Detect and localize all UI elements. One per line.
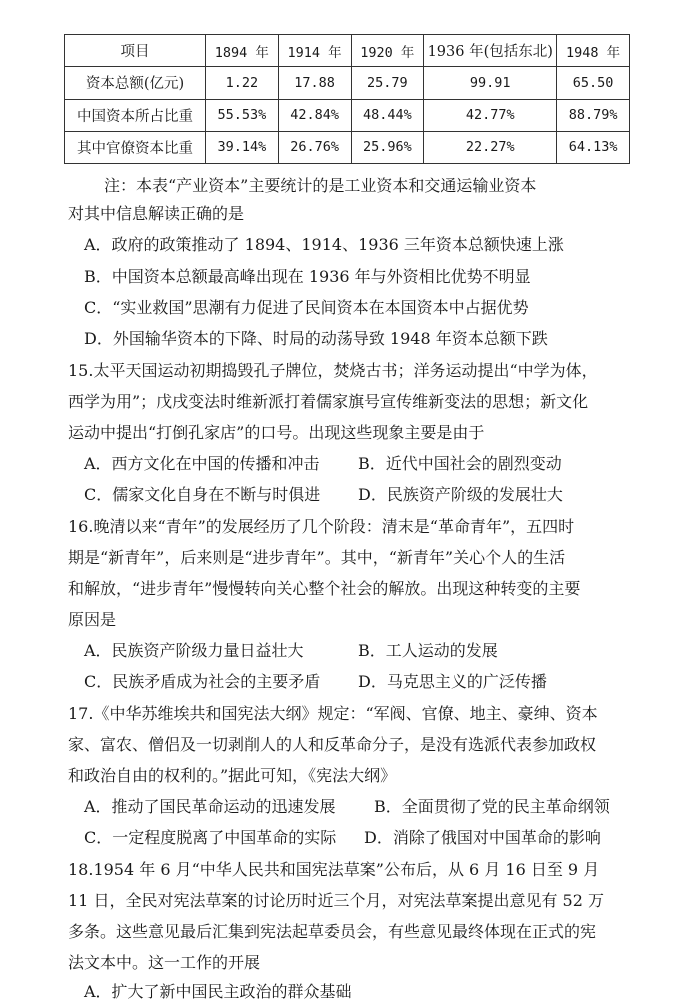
table-cell: 22.27% [424,131,557,163]
table-cell: 25.96% [351,131,424,163]
table-header-cell: 1948 年 [557,35,630,67]
q15-option-b[interactable]: B．近代中国社会的剧烈变动 [358,454,562,473]
q17-stem-line: 和政治自由的权利的。”据此可知，《宪法大纲》 [68,766,397,785]
q16-stem-line: 16.晚清以来“青年”的发展经历了几个阶段：清末是“革命青年”，五四时 [68,517,575,536]
q15-option-a[interactable]: A．西方文化在中国的传播和冲击 [84,454,320,473]
table-cell: 39.14% [206,131,279,163]
q16-option-a[interactable]: A．民族资产阶级力量日益壮大 [84,641,304,660]
q18-stem-line: 法文本中。这一工作的开展 [68,953,261,972]
q17-option-d[interactable]: D．消除了俄国对中国革命的影响 [364,828,601,847]
table-cell: 26.76% [278,131,351,163]
table-cell: 64.13% [557,131,630,163]
q14-option-d[interactable]: D．外国输华资本的下降、时局的动荡导致 1948 年资本总额下跌 [84,329,548,348]
table-row-label: 其中官僚资本比重 [65,131,206,163]
q16-stem-line: 期是“新青年”，后来则是“进步青年”。其中，“新青年”关心个人的生活 [68,548,566,567]
table-cell: 42.77% [424,99,557,131]
table-cell: 42.84% [278,99,351,131]
q18-option-a[interactable]: A．扩大了新中国民主政治的群众基础 [84,982,352,1001]
q16-option-c[interactable]: C．民族矛盾成为社会的主要矛盾 [84,672,321,691]
table-row-label: 资本总额(亿元) [65,67,206,99]
q14-option-b[interactable]: B．中国资本总额最高峰出现在 1936 年与外资相比优势不明显 [84,267,531,286]
q18-stem-line: 多条。这些意见最后汇集到宪法起草委员会，有些意见最终体现在正式的宪 [68,922,597,941]
table-cell: 1.22 [206,67,279,99]
table-row [65,67,630,99]
q17-stem-line: 家、富农、僧侣及一切剥削人的人和反革命分子，是没有选派代表参加政权 [68,735,597,754]
table-row-label: 中国资本所占比重 [65,99,206,131]
q16-option-b[interactable]: B．工人运动的发展 [358,641,498,660]
table-cell: 99.91 [424,67,557,99]
table-cell: 88.79% [557,99,630,131]
q14-stem: 对其中信息解读正确的是 [68,204,245,223]
table-cell: 48.44% [351,99,424,131]
table-cell: 55.53% [206,99,279,131]
table-header-cell: 1894 年 [206,35,279,67]
table-cell: 65.50 [557,67,630,99]
q15-stem-line: 西学为用”；戊戌变法时维新派打着儒家旗号宣传维新变法的思想；新文化 [68,392,589,411]
q15-option-c[interactable]: C．儒家文化自身在不断与时俱进 [84,485,321,504]
capital-table [64,34,630,164]
q16-option-d[interactable]: D．马克思主义的广泛传播 [358,672,547,691]
table-note: 注：本表“产业资本”主要统计的是工业资本和交通运输业资本 [104,176,537,195]
q16-stem-line: 原因是 [68,610,117,629]
q14-option-c[interactable]: C．“实业救国”思潮有力促进了民间资本在本国资本中占据优势 [84,298,529,317]
table-row [65,131,630,163]
table-header-cell: 1920 年 [351,35,424,67]
table-header-row [65,35,630,67]
q18-stem-line: 18.1954 年 6 月“中华人民共和国宪法草案”公布后，从 6 月 16 日至 9 月 [68,860,600,879]
table-cell: 17.88 [278,67,351,99]
q15-stem-line: 运动中提出“打倒孔家店”的口号。出现这些现象主要是由于 [68,423,485,442]
q17-stem-line: 17.《中华苏维埃共和国宪法大纲》规定：“军阀、官僚、地主、豪绅、资本 [68,704,598,723]
table-header-cell: 项目 [65,35,206,67]
q17-option-c[interactable]: C．一定程度脱离了中国革命的实际 [84,828,337,847]
table-header-cell: 1936 年(包括东北) [424,35,557,67]
q15-stem-line: 15.太平天国运动初期捣毁孔子牌位，焚烧古书；洋务运动提出“中学为体， [68,361,598,380]
q15-option-d[interactable]: D．民族资产阶级的发展壮大 [358,485,563,504]
table-cell: 25.79 [351,67,424,99]
q16-stem-line: 和解放，“进步青年”慢慢转向关心整个社会的解放。出现这种转变的主要 [68,579,581,598]
q14-option-a[interactable]: A．政府的政策推动了 1894、1914、1936 三年资本总额快速上涨 [84,235,564,254]
q17-option-b[interactable]: B．全面贯彻了党的民主革命纲领 [374,797,610,816]
q18-stem-line: 11 日，全民对宪法草案的讨论历时近三个月，对宪法草案提出意见有 52 万 [68,891,604,910]
q17-option-a[interactable]: A．推动了国民革命运动的迅速发展 [84,797,336,816]
table-header-cell: 1914 年 [278,35,351,67]
table-row [65,99,630,131]
